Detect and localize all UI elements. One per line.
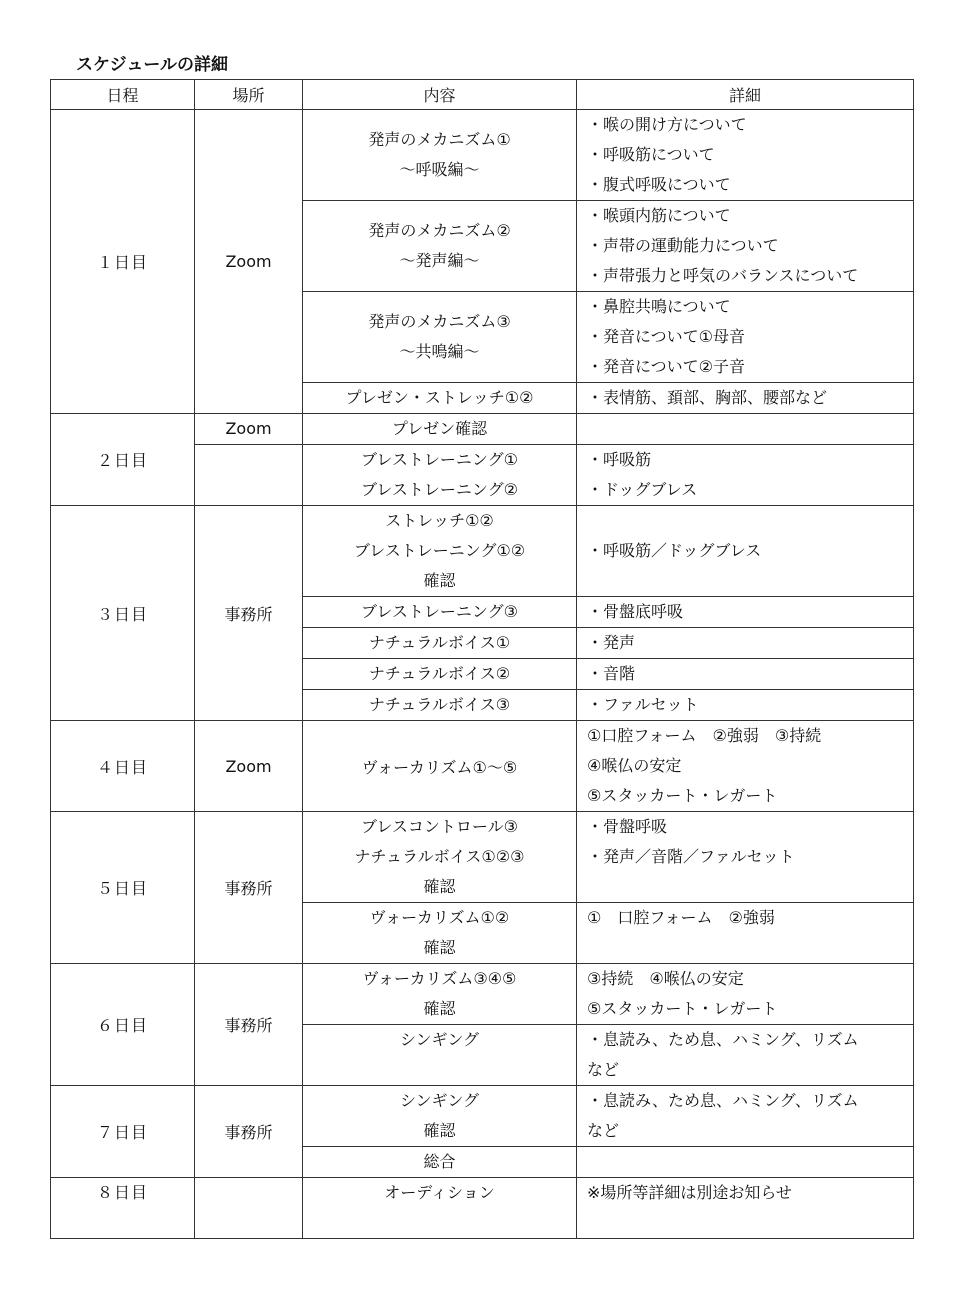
day-cell: ４日目 [51,721,195,812]
detail-line: ・呼吸筋について [587,145,715,164]
detail-line: ・声帯張力と呼気のバランスについて [587,266,859,285]
place-cell: 事務所 [195,964,303,1086]
detail-line: など [587,1121,620,1140]
detail-cell [577,445,914,506]
table-row [51,721,914,812]
content-cell [303,1086,577,1147]
day-cell: ２日目 [51,414,195,506]
detail-cell [577,1147,914,1178]
content-line: 確認 [423,571,456,590]
table-row [51,414,914,445]
content-cell [303,812,577,903]
table-row [51,1178,914,1239]
content-cell [303,964,577,1025]
place-cell: Zoom [195,721,303,812]
detail-cell [577,1178,914,1239]
day-line: ８日目 [96,1183,148,1202]
header-detail: 詳細 [577,80,914,110]
content-line: 発声のメカニズム② [368,221,511,240]
content-cell: ヴォーカリズム①～⑤ [303,721,577,812]
header-day: 日程 [51,80,195,110]
detail-line: ・喉頭内筋について [587,206,731,225]
table-header-row [51,80,914,110]
detail-cell [577,506,914,597]
content-cell [303,628,577,659]
content-cell [303,383,577,414]
content-line: オーディション [384,1183,495,1202]
place-cell [195,445,303,506]
detail-cell [577,110,914,201]
detail-cell [577,628,914,659]
day-cell: ６日目 [51,964,195,1086]
detail-line: ・音階 [587,664,636,683]
detail-cell [577,292,914,383]
detail-cell [577,659,914,690]
detail-line: ・発声／音階／ファルセット [587,847,795,866]
detail-line: ・発音について②子音 [587,357,746,376]
detail-cell [577,964,914,1025]
content-cell [303,597,577,628]
content-line: ヴォーカリズム③④⑤ [362,969,517,988]
detail-line: ・腹式呼吸について [587,175,731,194]
table-row [51,110,914,201]
detail-line: ① 口腔フォーム ②強弱 [587,908,775,927]
day-cell [51,1178,195,1239]
content-cell [303,110,577,201]
content-line: 発声のメカニズム① [368,130,511,149]
content-line: ナチュラルボイス③ [368,695,511,714]
content-line: シンギング [399,1091,480,1110]
content-line: プレゼン確認 [391,419,488,438]
detail-line: ・ファルセット [587,695,699,714]
content-cell [303,445,577,506]
table-row [51,506,914,597]
place-line: Zoom [225,419,272,438]
content-line: シンギング [399,1030,480,1049]
detail-line: ・呼吸筋 [587,450,652,469]
place-cell: Zoom [195,110,303,414]
detail-line: ・発声 [587,633,636,652]
header-place: 場所 [195,80,303,110]
detail-cell [577,721,914,812]
content-line: 確認 [423,999,456,1018]
detail-cell [577,903,914,964]
detail-line: ⑤スタッカート・レガート [587,786,778,805]
content-line: ブレストレーニング① [361,450,518,469]
detail-cell [577,1086,914,1147]
day-cell: ５日目 [51,812,195,964]
content-cell [303,659,577,690]
content-line: 確認 [423,1121,456,1140]
content-line: プレゼン・ストレッチ①② [345,388,534,407]
place-cell: 事務所 [195,506,303,721]
content-cell [303,903,577,964]
content-line: ～共鳴編～ [399,342,480,361]
content-line: ～発声編～ [399,251,480,270]
detail-line: ・表情筋、頚部、胸部、腰部など [587,388,828,407]
header-content: 内容 [303,80,577,110]
detail-cell [577,414,914,445]
content-cell [303,201,577,292]
detail-cell [577,201,914,292]
content-line: ～呼吸編～ [399,160,480,179]
content-line: ナチュラルボイス① [368,633,511,652]
detail-line: ・息読み、ため息、ハミング、リズム [587,1091,859,1110]
detail-line: ①口腔フォーム ②強弱 ③持続 [587,726,822,745]
content-cell [303,1025,577,1086]
table-row [51,812,914,903]
detail-line: ・喉の開け方について [587,115,747,134]
content-cell [303,1147,577,1178]
detail-line: ・声帯の運動能力について [587,236,779,255]
page-title: スケジュールの詳細 [76,55,228,75]
detail-cell [577,812,914,903]
detail-cell [577,690,914,721]
place-cell: 事務所 [195,812,303,964]
content-cell [303,1178,577,1239]
content-cell [303,690,577,721]
detail-line: ④喉仏の安定 [587,756,682,775]
detail-cell [577,383,914,414]
detail-line: ・息読み、ため息、ハミング、リズム [587,1030,859,1049]
content-line: ブレストレーニング③ [361,602,518,621]
day-cell: ３日目 [51,506,195,721]
detail-line: ※場所等詳細は別途お知らせ [587,1183,792,1202]
detail-line: ・ドッグブレス [587,480,698,499]
content-line: 発声のメカニズム③ [368,312,511,331]
content-cell [303,506,577,597]
table-row [51,1086,914,1147]
content-cell [303,292,577,383]
detail-cell [577,597,914,628]
schedule-table [50,79,914,1239]
content-line: ブレスコントロール③ [361,817,518,836]
content-line: 確認 [423,938,456,957]
content-line: ストレッチ①② [385,511,494,530]
detail-line: ・鼻腔共鳴について [587,297,731,316]
content-line: 総合 [423,1152,456,1171]
content-line: ブレストレーニング② [361,480,518,499]
detail-line: ⑤スタッカート・レガート [587,999,778,1018]
content-line: ナチュラルボイス② [368,664,511,683]
detail-line: ・呼吸筋／ドッグブレス [587,541,762,560]
content-line: 確認 [423,877,456,896]
day-cell: ７日目 [51,1086,195,1178]
table-row [51,964,914,1025]
detail-line: ・骨盤呼吸 [587,817,668,836]
day-cell: １日目 [51,110,195,414]
place-cell [195,414,303,445]
place-cell [195,1178,303,1239]
detail-line: ・骨盤底呼吸 [587,602,684,621]
detail-line: など [587,1060,620,1079]
detail-line: ③持続 ④喉仏の安定 [587,969,744,988]
detail-cell [577,1025,914,1086]
content-line: ヴォーカリズム①② [369,908,510,927]
content-line: ナチュラルボイス①②③ [354,847,525,866]
content-line: ブレストレーニング①② [353,541,526,560]
detail-line: ・発音について①母音 [587,327,746,346]
content-cell [303,414,577,445]
place-cell: 事務所 [195,1086,303,1178]
